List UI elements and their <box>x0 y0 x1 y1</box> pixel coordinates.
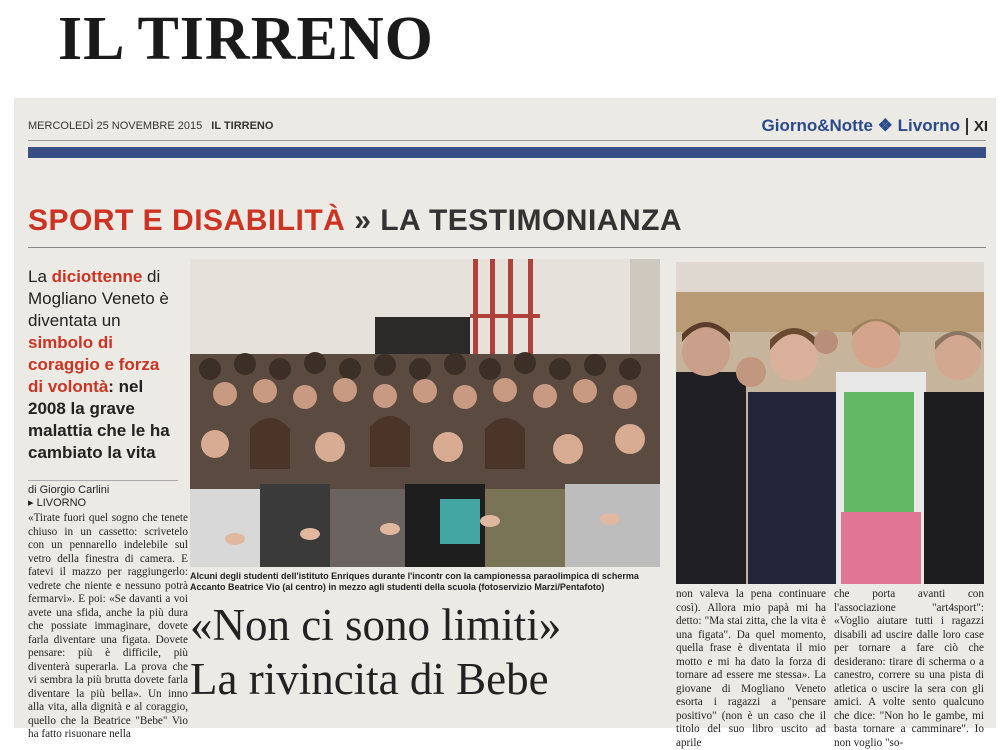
article-kicker <box>28 204 682 238</box>
standfirst-text: di Mogliano Veneto è diventata un <box>28 267 169 330</box>
header-blue-rule <box>28 147 986 158</box>
newspaper-masthead: IL TIRRENO <box>58 5 434 73</box>
headline-line-2: La rivincita di Bebe <box>190 654 549 704</box>
standfirst-text: La <box>28 267 52 286</box>
paper-name: IL TIRRENO <box>211 120 274 132</box>
kicker-subtopic: LA TESTIMONIANZA <box>380 204 683 237</box>
beatrice-vio-with-students-photo <box>676 262 984 584</box>
group-portrait-illustration <box>676 262 984 584</box>
section-name: Giorno&Notte <box>761 116 873 135</box>
kicker-rule <box>28 247 986 248</box>
article-body-column-4: che porta avanti con l'associazione "art4sport": «Voglio aiutare tutti i ragazzi disabili ad uscire dalle loro case per tornare a fare ciò che desiderano: tirare di scherma o a canestro, correre su una pista di atletica o uscire la sera con gli amici. A volte sento qualcuno che dice: "Non ho le gambe, mi basta tornare a camminare". Io non voglio "so- <box>834 588 984 749</box>
standfirst-text: : nel 2008 la grave malattia che le ha cambiato la vita <box>28 377 170 462</box>
section-label <box>762 116 961 136</box>
byline-author: di Giorgio Carlini <box>28 484 110 496</box>
byline-place-name: LIVORNO <box>36 497 87 509</box>
section-separator-icon: ❖ <box>877 116 893 135</box>
page-number: XI <box>966 118 988 135</box>
article-standfirst <box>28 266 178 464</box>
byline-place: ▸ LIVORNO <box>28 497 87 509</box>
students-audience-illustration <box>190 259 660 567</box>
issue-date: MERCOLEDÌ 25 NOVEMBRE 2015 <box>28 120 203 132</box>
byline <box>28 480 178 509</box>
article-body-column-3: non valeva la pena continuare così). Allora mio papà mi ha detto: "Ma stai zitta, che la vita è una figata". Da quel momento, quella frase è diventata il mio motto e mi ha dato la forza di tornare ad essere me stessa». La giovane di Mogliano Veneto esorta i ragazzi a "pensare positivo" (non è un caso che il titolo del suo libro uscito ad aprile <box>676 588 826 749</box>
photo-caption: Alcuni degli studenti dell'istituto Enriques durante l'incontr con la campionessa paraolimpica di scherma Accanto Beatrice Vio (al centro) in mezzo agli studenti della scuola (fotoservizio Marzi/Pentafoto) <box>190 571 639 592</box>
students-audience-photo <box>190 259 660 567</box>
article-body-column-1: «Tirate fuori quel sogno che tenete chiuso in un cassetto: scrivetelo con un pennarello indelebile sul vetro della finestra di camera. E fatevi il mazzo per raggiungerlo: vedrete che niente e nessuno potrà fermarvi». E poi: «Se davanti a voi avete una sfida, anche la più dura che possiate immaginare, dovete farla diventare una figata. Dovete pensare: più è difficile, più diventerà superarla. La prova che vi sembra la più brutta dovete farla diventare la più bella». Un inno alla vita, alla dignità e al coraggio, quello che la Beatrice "Bebe" Vio ha fatto risuonare nella <box>28 512 188 740</box>
headline-line-1: «Non ci sono limiti» <box>190 600 562 650</box>
kicker-arrow-icon: » <box>354 204 372 237</box>
page-header-dateline <box>28 120 273 132</box>
header-thin-rule <box>28 140 986 141</box>
section-city: Livorno <box>897 116 960 135</box>
standfirst-highlight: simbolo di coraggio e forza di volontà <box>28 333 160 396</box>
article-headline <box>190 598 660 706</box>
kicker-topic: SPORT E DISABILITÀ <box>28 204 346 237</box>
standfirst-highlight: diciottenne <box>51 267 143 286</box>
